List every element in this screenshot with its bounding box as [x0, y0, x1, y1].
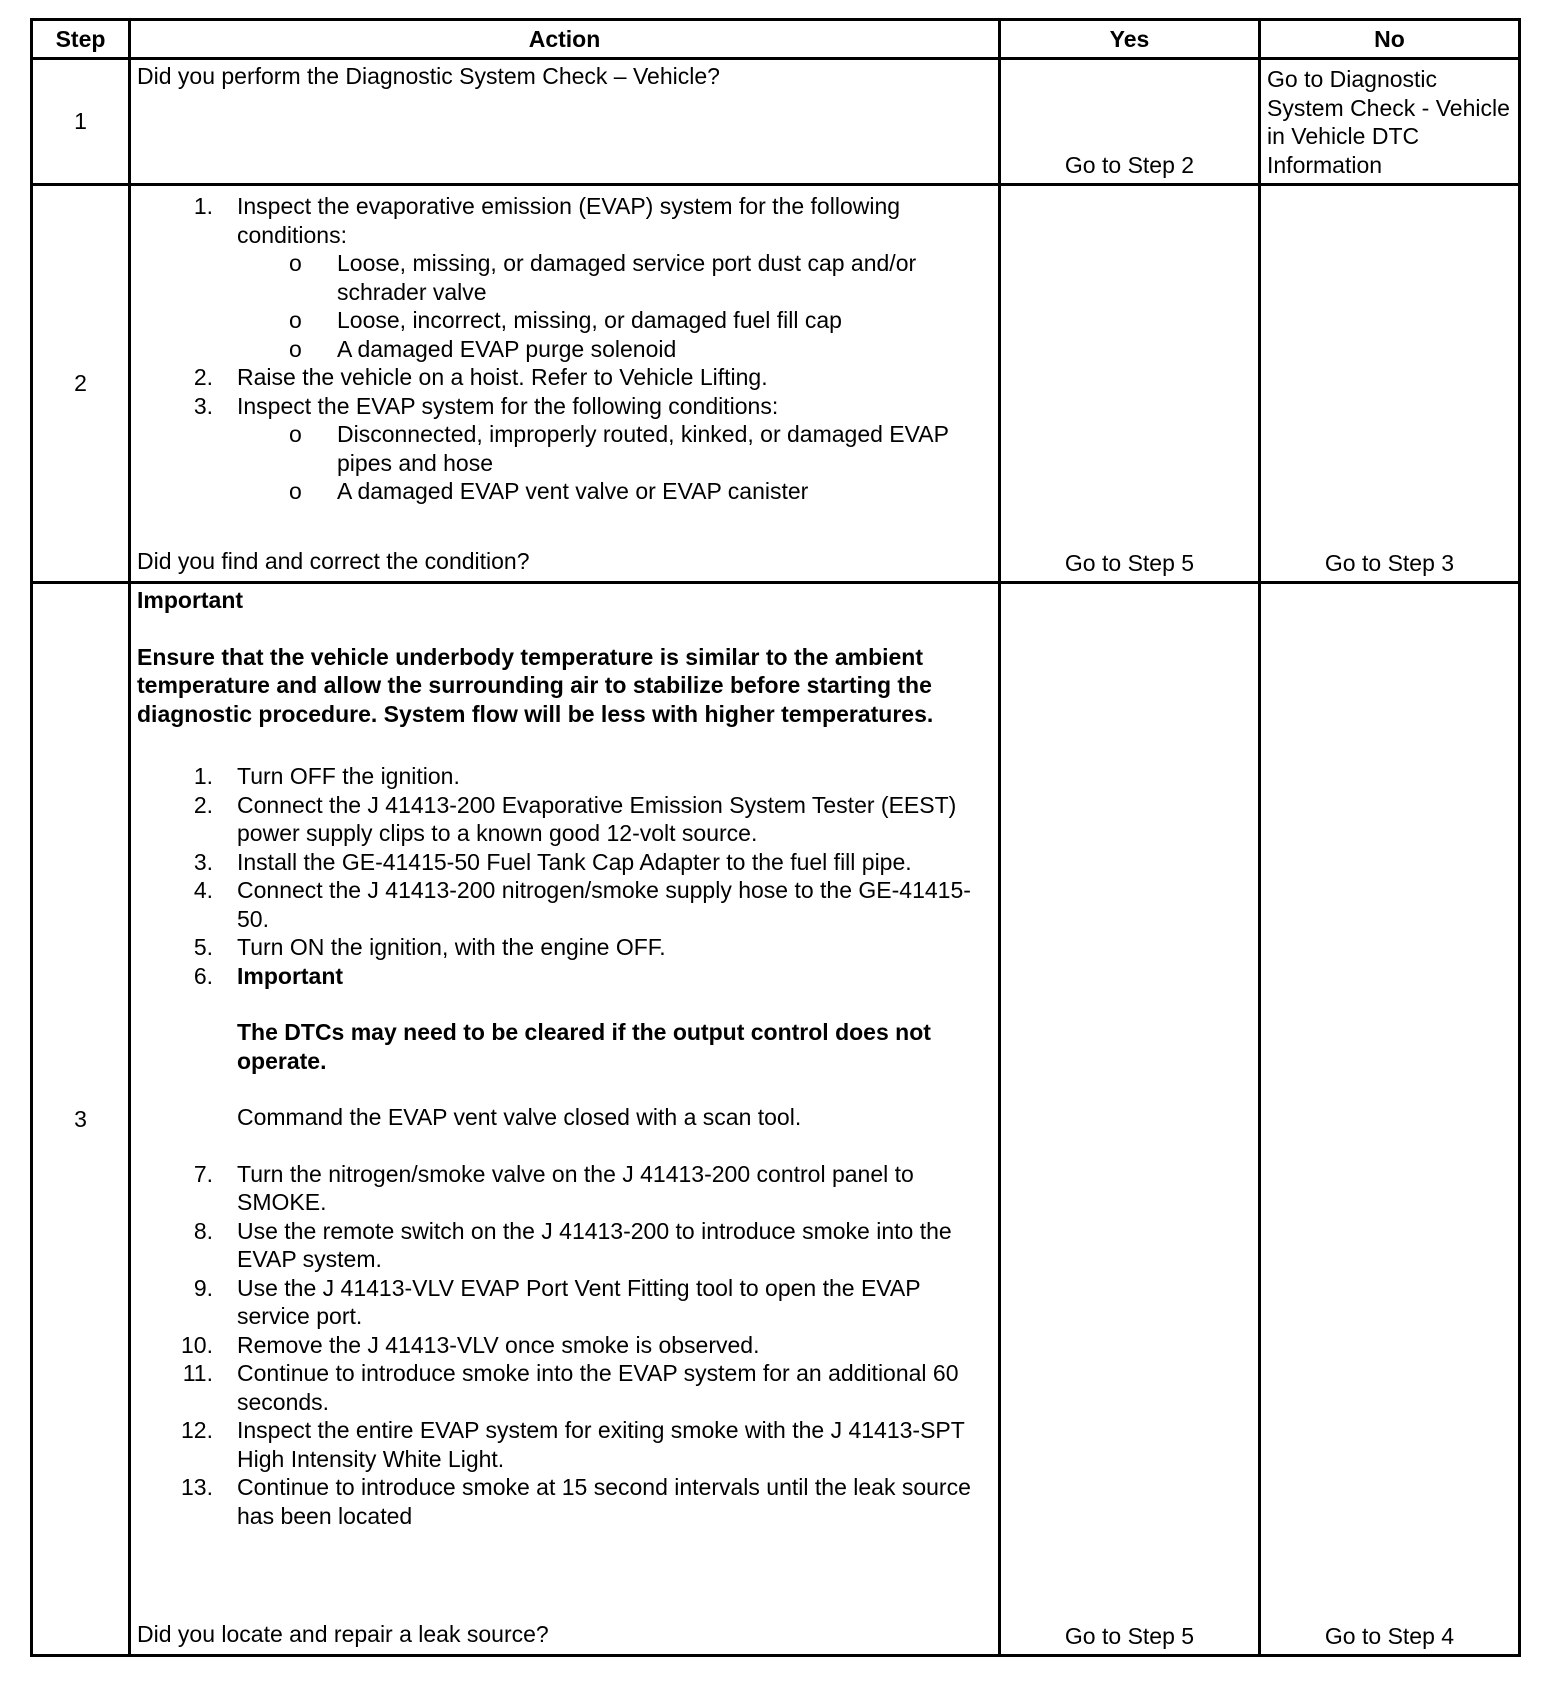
sub-item: o Loose, missing, or damaged service port dust cap and/or schrader valve — [289, 250, 917, 305]
list-item: 2. Raise the vehicle on a hoist. Refer to Vehicle Lifting. — [193, 364, 768, 390]
no-cell[interactable]: Go to Step 4 — [1260, 583, 1520, 1656]
list-item: 3. Inspect the EVAP system for the following conditions: o Disconnected, improperly routed, kinked, or damaged EVAP pipes and hose o A damaged EVAP vent valve or EVAP canister — [137, 392, 994, 506]
list-item: 2. Connect the J 41413-200 Evaporative Emission System Tester (EEST) power supply clips to a known good 12-volt source. — [193, 791, 957, 846]
step-number: 1 — [32, 59, 130, 185]
step-number: 2 — [32, 185, 130, 583]
sub-item: o A damaged EVAP vent valve or EVAP canister — [289, 478, 809, 504]
table-row-step-3 — [32, 583, 1520, 1656]
important-text: Ensure that the vehicle underbody temperature is similar to the ambient temperature and allow the surrounding air to stabilize before starting the diagnostic procedure. System flow will be less with higher temperatures. — [137, 643, 934, 727]
list-item: 5. Turn ON the ignition, with the engine OFF. — [193, 934, 666, 960]
header-step: Step — [32, 20, 130, 59]
list-item: 4. Connect the J 41413-200 nitrogen/smoke supply hose to the GE-41415-50. — [193, 877, 971, 932]
table-row-step-2 — [32, 185, 1520, 583]
sub-item: o Loose, incorrect, missing, or damaged fuel fill cap — [289, 307, 842, 333]
list-item: 8. Use the remote switch on the J 41413-200 to introduce smoke into the EVAP system. — [193, 1217, 952, 1272]
list-item: 1. Inspect the evaporative emission (EVAP) system for the following conditions: o Loose, missing, or damaged service port dust cap and/or schrader valve o Loose, incorrect, missing, or damaged fuel fill cap o A damaged EVAP purge solenoid — [137, 192, 994, 363]
header-row — [32, 20, 1520, 59]
list-item: 13. Continue to introduce smoke at 15 second intervals until the leak source has been located — [181, 1474, 971, 1529]
yes-cell[interactable]: Go to Step 5 — [1000, 185, 1260, 583]
question-text: Did you locate and repair a leak source? — [137, 1620, 549, 1647]
action-cell — [130, 59, 1000, 185]
yes-cell: Go to Step 2 — [1000, 59, 1260, 185]
action-cell — [130, 185, 1000, 583]
action-list — [137, 192, 994, 506]
question-text: Did you find and correct the condition? — [137, 547, 530, 574]
list-item: 12. Inspect the entire EVAP system for exiting smoke with the J 41413-SPT High Intensity White Light. — [181, 1417, 965, 1472]
step-text: Command the EVAP vent valve closed with a scan tool. — [237, 1104, 802, 1130]
yes-cell[interactable]: Go to Step 5 — [1000, 583, 1260, 1656]
question-text: Did you perform the Diagnostic System Check – Vehicle? — [137, 63, 720, 89]
header-action: Action — [130, 20, 1000, 59]
important-label: Important — [137, 587, 244, 613]
sub-list — [237, 420, 994, 506]
important-note: The DTCs may need to be cleared if the output control does not operate. — [237, 1019, 931, 1074]
no-link[interactable]: Go to Diagnostic System Check - Vehicle in Vehicle DTC Information — [1267, 66, 1510, 178]
list-item: 7. Turn the nitrogen/smoke valve on the J 41413-200 control panel to SMOKE. — [193, 1160, 914, 1215]
list-item: 1. Turn OFF the ignition. — [193, 763, 460, 789]
header-no: No — [1260, 20, 1520, 59]
list-item: 3. Install the GE-41415-50 Fuel Tank Cap Adapter to the fuel fill pipe. — [193, 848, 912, 875]
table-row-step-1 — [32, 59, 1520, 185]
no-cell — [1260, 59, 1520, 185]
sub-item: o A damaged EVAP purge solenoid — [289, 335, 677, 362]
action-list — [137, 762, 994, 1530]
step-number: 3 — [32, 583, 130, 1656]
list-item: 11. Continue to introduce smoke into the EVAP system for an additional 60 seconds. — [182, 1360, 959, 1415]
sub-item: o Disconnected, improperly routed, kinked, or damaged EVAP pipes and hose — [289, 421, 949, 476]
diagnostic-table — [30, 18, 1521, 1657]
sub-list — [237, 249, 994, 363]
list-item: 9. Use the J 41413-VLV EVAP Port Vent Fitting tool to open the EVAP service port. — [193, 1274, 921, 1329]
header-yes: Yes — [1000, 20, 1260, 59]
action-cell — [130, 583, 1000, 1656]
list-item: 10. Remove the J 41413-VLV once smoke is observed. — [181, 1331, 760, 1358]
no-cell[interactable]: Go to Step 3 — [1260, 185, 1520, 583]
list-item: 6. Important The DTCs may need to be cleared if the output control does not operate. Command the EVAP vent valve closed with a scan tool. — [137, 962, 994, 1160]
important-label: Important — [237, 962, 344, 989]
